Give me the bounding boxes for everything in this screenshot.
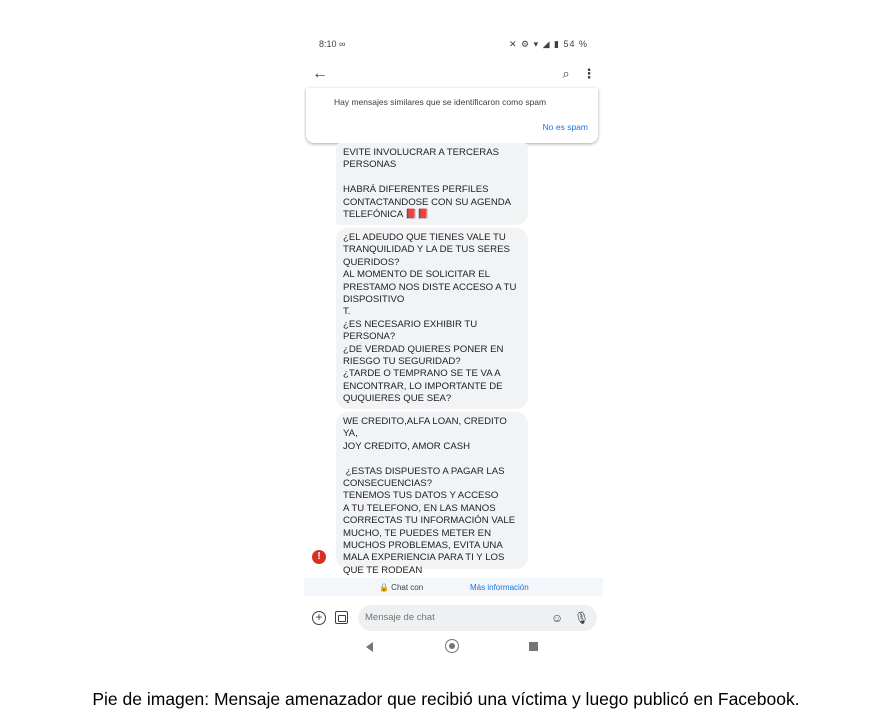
more-options-icon[interactable]: ⋮ xyxy=(582,66,596,81)
more-info-link[interactable]: Más información xyxy=(470,583,529,592)
message-input[interactable] xyxy=(365,612,535,623)
spam-warning-card xyxy=(306,88,598,143)
status-bar xyxy=(304,36,603,54)
chat-with-label: 🔒 Chat con xyxy=(379,583,424,592)
status-icons xyxy=(509,39,588,50)
gallery-icon[interactable] xyxy=(335,611,348,624)
nav-recents-icon[interactable] xyxy=(529,642,538,651)
not-spam-button[interactable]: No es spam xyxy=(542,122,588,132)
microphone-icon[interactable]: 🎙 xyxy=(574,611,590,625)
signal-icons: ✕ ⚙ ▾ ◢ ▮ xyxy=(508,39,560,49)
navigation-bar xyxy=(304,638,603,660)
emoji-icon[interactable]: ☺ xyxy=(551,611,564,625)
message-bubble[interactable]: WE CREDITO,ALFA LOAN, CREDITO YA, JOY CREDITO, AMOR CASH ¿ESTAS DISPUESTO A PAGAR LAS CONSECUENCIAS? TENEMOS TUS DATOS Y ACCESO A TU TELEFONO, EN LAS MANOS CORRECTAS TU INFORMACIÓN VALE MUCHO, TE PUEDES METER EN MUCHOS PROBLEMAS, EVITA UNA MALA EXPERIENCIA PARA TI Y LOS QUE TE RODEAN xyxy=(336,412,528,569)
clock: 8:10 xyxy=(319,39,337,49)
phone-screenshot xyxy=(304,30,603,665)
back-arrow-icon[interactable]: ← xyxy=(312,65,328,82)
error-alert-icon[interactable]: ! xyxy=(312,550,326,564)
message-bubble[interactable]: ¿EL ADEUDO QUE TIENES VALE TU TRANQUILIDAD Y LA DE TUS SERES QUERIDOS? AL MOMENTO DE SOLICITAR EL PRESTAMO NOS DISTE ACCESO A TU DISPOSITIVO T. ¿ES NECESARIO EXHIBIR TU PERSONA? ¿DE VERDAD QUIERES PONER EN RIESGO TU SEGURIDAD? ¿TARDE O TEMPRANO SE TE VA A ENCONTRAR, LO IMPORTANTE DE QUQUIERES QUE SEA? xyxy=(336,228,528,409)
nav-home-icon[interactable] xyxy=(445,639,459,653)
app-bar xyxy=(304,62,603,88)
infinity-icon: ∞ xyxy=(339,39,346,49)
compose-bar xyxy=(304,603,603,633)
image-caption: Pie de imagen: Mensaje amenazador que recibió una víctima y luego publicó en Facebook. xyxy=(92,689,800,709)
message-bubble[interactable]: EVITE INVOLUCRAR A TERCERAS PERSONAS HABRÁ DIFERENTES PERFILES CONTACTANDOSE CON SU AGENDA TELEFÓNICA 📕📕 xyxy=(336,143,528,225)
status-time xyxy=(319,39,345,49)
search-icon[interactable]: ⌕ xyxy=(562,66,570,81)
nav-back-icon[interactable] xyxy=(366,642,373,652)
add-icon[interactable]: + xyxy=(312,611,326,625)
battery-level: 54 % xyxy=(563,39,588,49)
spam-warning-text: Hay mensajes similares que se identificaron como spam xyxy=(334,97,547,107)
message-input-container[interactable] xyxy=(358,605,597,631)
chat-info-bar xyxy=(304,578,603,596)
